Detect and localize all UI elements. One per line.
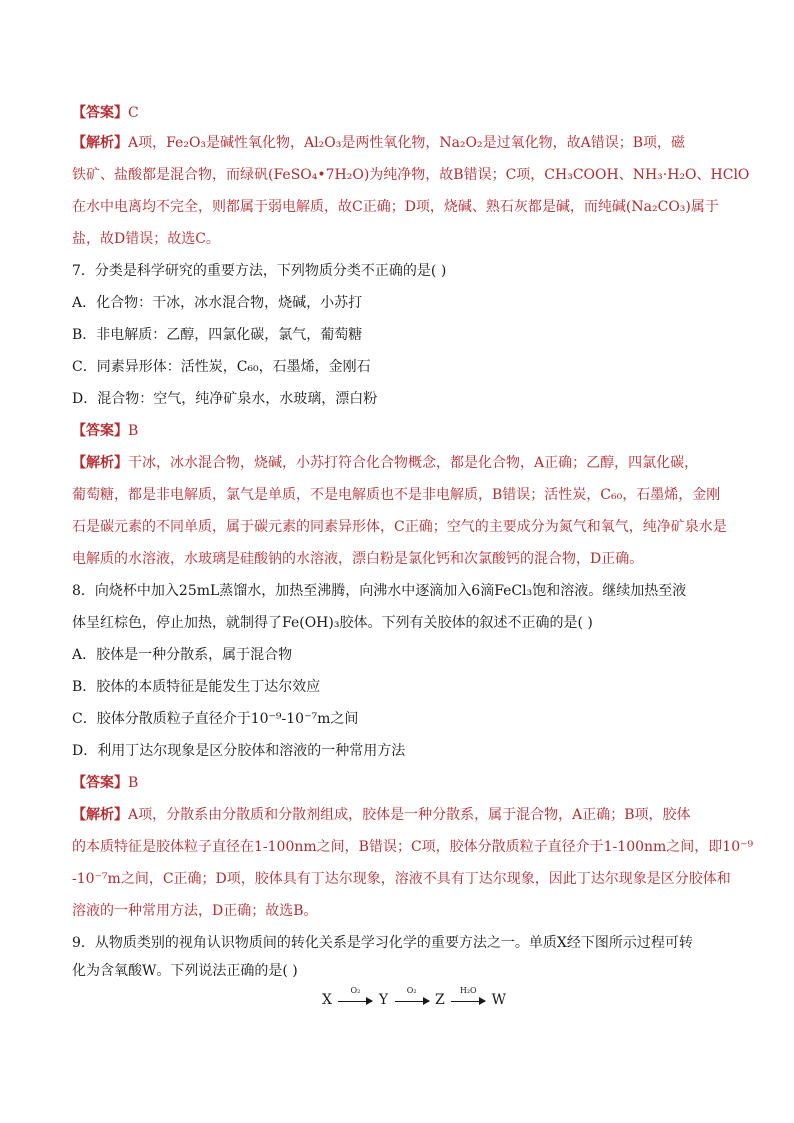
answer-label: 【答案】C [72, 105, 139, 121]
option-c: C．同素异形体：活性炭，C₆₀，石墨烯，金刚石 [72, 359, 371, 375]
arrow-condition: H₂O [459, 986, 477, 995]
question-stem: 7．分类是科学研究的重要方法，下列物质分类不正确的是( ) [72, 263, 447, 279]
option-d: D．混合物：空气，纯净矿泉水，水玻璃，漂白粉 [72, 391, 378, 407]
conversion-scheme [322, 988, 506, 1012]
option-a: A．化合物：干冰，冰水混合物，烧碱，小苏打 [72, 295, 363, 311]
explanation-line: 盐，故D错误；故选C。 [72, 231, 220, 247]
answer-label: 【答案】B [72, 775, 139, 791]
explanation-line: -10⁻⁷m之间，C正确；D项，胶体具有丁达尔现象，溶液不具有丁达尔现象，因此丁达尔现象是区分胶体和 [72, 871, 731, 887]
explanation-line: 在水中电离均不完全，则都属于弱电解质，故C正确；D项，烧碱、熟石灰都是碱，而纯碱(Na₂CO₃)属于 [72, 199, 719, 215]
scheme-x: X [322, 992, 332, 1008]
explanation-line: 【解析】A项，分散系由分散质和分散剂组成，胶体是一种分散系，属于混合物，A正确；B项，胶体 [72, 807, 691, 823]
explanation-line: 【解析】干冰，冰水混合物，烧碱，小苏打符合化合物概念，都是化合物，A正确；乙醇，四氯化碳， [72, 455, 699, 471]
scheme-y: Y [378, 992, 389, 1008]
arrow-condition: O₂ [350, 986, 361, 995]
option-c: C．胶体分散质粒子直径介于10⁻⁹-10⁻⁷m之间 [72, 711, 359, 727]
arrow-condition: O₂ [406, 986, 417, 995]
explanation-line: 石是碳元素的不同单质，属于碳元素的同素异形体，C正确；空气的主要成分为氮气和氧气，纯净矿泉水是 [72, 519, 727, 535]
explanation-line: 的本质特征是胶体粒子直径在1-100nm之间，B错误；C项，胶体分散质粒子直径介于1-100nm之间，即10⁻⁹ [72, 839, 754, 855]
explanation-line: 溶液的一种常用方法，D正确；故选B。 [72, 903, 318, 919]
explanation-line: 铁矿、盐酸都是混合物，而绿矾(FeSO₄•7H₂O)为纯净物，故B错误；C项，CH₃COOH、NH₃·H₂O、HClO [72, 167, 750, 183]
option-d: D．利用丁达尔现象是区分胶体和溶液的一种常用方法 [72, 743, 406, 759]
explanation-line: 电解质的水溶液，水玻璃是硅酸钠的水溶液，漂白粉是氯化钙和次氯酸钙的混合物，D正确。 [72, 551, 644, 567]
explanation-line: 葡萄糖，都是非电解质，氯气是单质，不是电解质也不是非电解质，B错误；活性炭，C₆₀，石墨烯，金刚 [72, 487, 721, 503]
question-stem: 9．从物质类别的视角认识物质间的转化关系是学习化学的重要方法之一。单质X经下图所示过程可转 [72, 935, 693, 951]
question-stem: 体呈红棕色，停止加热，就制得了Fe(OH)₃胶体。下列有关胶体的叙述不正确的是( ) [72, 615, 593, 631]
question-stem: 8．向烧杯中加入25mL蒸馏水，加热至沸腾，向沸水中逐滴加入6滴FeCl₃饱和溶液。继续加热至液 [72, 583, 687, 599]
reaction-arrow [338, 988, 372, 1012]
option-b: B．胶体的本质特征是能发生丁达尔效应 [72, 679, 321, 695]
option-b: B．非电解质：乙醇，四氯化碳，氯气，葡萄糖 [72, 327, 363, 343]
reaction-arrow [451, 988, 485, 1012]
option-a: A．胶体是一种分散系，属于混合物 [72, 647, 293, 663]
scheme-z: Z [435, 992, 445, 1008]
scheme-w: W [491, 992, 507, 1008]
explanation-line: 【解析】A项，Fe₂O₃是碱性氧化物，Al₂O₃是两性氧化物，Na₂O₂是过氧化物，故A错误；B项，磁 [72, 135, 686, 151]
answer-label: 【答案】B [72, 423, 139, 439]
reaction-arrow [395, 988, 429, 1012]
question-stem: 化为含氧酸W。下列说法正确的是( ) [72, 963, 298, 979]
